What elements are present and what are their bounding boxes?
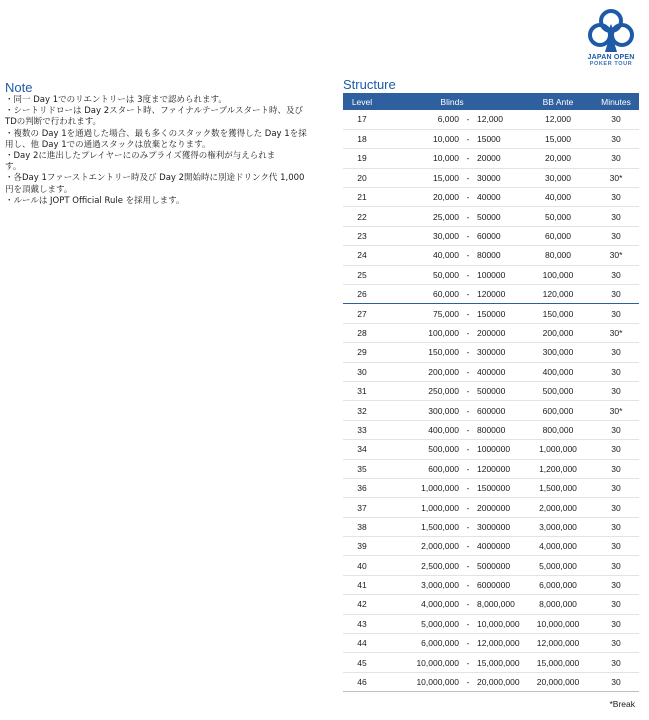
header-minutes: Minutes bbox=[601, 96, 631, 107]
cell-blinds bbox=[381, 401, 523, 420]
cell-level: 39 bbox=[357, 541, 367, 552]
blinds-pair bbox=[381, 425, 523, 435]
cell-blinds bbox=[381, 343, 523, 362]
blinds-pair bbox=[381, 406, 523, 416]
note-line: す。 bbox=[5, 162, 22, 173]
blind-separator: - bbox=[466, 114, 470, 125]
blind-separator: - bbox=[466, 366, 470, 377]
table-header-row bbox=[343, 93, 639, 110]
blinds-pair bbox=[381, 114, 523, 124]
table-row bbox=[343, 653, 639, 672]
small-blind: 50,000 bbox=[433, 269, 459, 280]
cell-level: 21 bbox=[357, 192, 367, 203]
cell-minutes: 30 bbox=[611, 347, 621, 358]
blinds-pair bbox=[381, 522, 523, 532]
small-blind: 40,000 bbox=[433, 250, 459, 261]
big-blind: 15,000,000 bbox=[477, 657, 520, 668]
cell-ante: 30,000 bbox=[545, 172, 571, 183]
cell-ante: 120,000 bbox=[542, 289, 574, 300]
cell-ante: 500,000 bbox=[542, 386, 574, 397]
cell-minutes: 30 bbox=[611, 231, 621, 242]
small-blind: 10,000,000 bbox=[416, 657, 459, 668]
big-blind: 15000 bbox=[477, 134, 501, 145]
structure-section bbox=[343, 77, 639, 692]
cell-minutes: 30 bbox=[611, 366, 621, 377]
cell-level: 30 bbox=[357, 366, 367, 377]
blind-separator: - bbox=[466, 502, 470, 513]
blinds-pair bbox=[381, 561, 523, 571]
logo-line1: JAPAN OPEN bbox=[587, 54, 635, 61]
small-blind: 6,000 bbox=[437, 114, 459, 125]
small-blind: 20,000 bbox=[433, 192, 459, 203]
big-blind: 150000 bbox=[477, 308, 506, 319]
cell-level: 25 bbox=[357, 269, 367, 280]
small-blind: 30,000 bbox=[433, 231, 459, 242]
cell-level: 19 bbox=[357, 153, 367, 164]
table-row bbox=[343, 129, 639, 148]
cell-ante: 1,500,000 bbox=[539, 483, 577, 494]
cell-minutes: 30 bbox=[611, 541, 621, 552]
cell-ante: 1,200,000 bbox=[539, 463, 577, 474]
big-blind: 120000 bbox=[477, 289, 506, 300]
small-blind: 5,000,000 bbox=[421, 618, 459, 629]
cell-ante: 5,000,000 bbox=[539, 560, 577, 571]
big-blind: 2000000 bbox=[477, 502, 511, 513]
cell-ante: 80,000 bbox=[545, 250, 571, 261]
cell-blinds bbox=[381, 575, 523, 594]
blind-separator: - bbox=[466, 134, 470, 145]
table-row bbox=[343, 634, 639, 653]
small-blind: 10,000 bbox=[433, 153, 459, 164]
table-row bbox=[343, 614, 639, 633]
small-blind: 600,000 bbox=[428, 463, 459, 474]
table-row bbox=[343, 207, 639, 226]
cell-ante: 10,000,000 bbox=[536, 618, 580, 629]
blinds-pair bbox=[381, 173, 523, 183]
small-blind: 25,000 bbox=[433, 211, 459, 222]
table-row bbox=[343, 498, 639, 517]
logo-line2: POKER TOUR bbox=[589, 61, 633, 67]
blinds-pair bbox=[381, 212, 523, 222]
cell-ante: 2,000,000 bbox=[539, 502, 577, 513]
cell-ante: 12,000 bbox=[545, 114, 571, 125]
cell-ante: 15,000,000 bbox=[536, 657, 580, 668]
blind-separator: - bbox=[466, 172, 470, 183]
big-blind: 400000 bbox=[477, 366, 506, 377]
cell-level: 24 bbox=[357, 250, 367, 261]
big-blind: 300000 bbox=[477, 347, 506, 358]
small-blind: 500,000 bbox=[428, 444, 459, 455]
cell-level: 41 bbox=[357, 580, 367, 591]
structure-title: Structure bbox=[343, 77, 396, 92]
club-suit-icon bbox=[586, 8, 636, 54]
blinds-pair bbox=[381, 250, 523, 260]
small-blind: 200,000 bbox=[428, 366, 459, 377]
cell-minutes: 30 bbox=[611, 599, 621, 610]
table-row bbox=[343, 168, 639, 187]
blind-separator: - bbox=[466, 483, 470, 494]
big-blind: 10,000,000 bbox=[477, 618, 520, 629]
note-line: TDの判断で行われます。 bbox=[5, 117, 102, 128]
cell-minutes: 30 bbox=[611, 657, 621, 668]
cell-blinds bbox=[381, 304, 523, 323]
cell-minutes: 30 bbox=[611, 386, 621, 397]
cell-level: 23 bbox=[357, 231, 367, 242]
blinds-pair bbox=[381, 289, 523, 299]
cell-ante: 4,000,000 bbox=[539, 541, 577, 552]
cell-blinds bbox=[381, 634, 523, 653]
cell-ante: 100,000 bbox=[542, 269, 574, 280]
cell-level: 40 bbox=[357, 560, 367, 571]
blind-separator: - bbox=[466, 463, 470, 474]
cell-blinds bbox=[381, 478, 523, 497]
table-row bbox=[343, 246, 639, 265]
small-blind: 2,000,000 bbox=[421, 541, 459, 552]
big-blind: 8,000,000 bbox=[477, 599, 515, 610]
table-row bbox=[343, 478, 639, 497]
small-blind: 60,000 bbox=[433, 289, 459, 300]
cell-minutes: 30 bbox=[611, 618, 621, 629]
table-row bbox=[343, 672, 639, 691]
table-row bbox=[343, 575, 639, 594]
cell-level: 35 bbox=[357, 463, 367, 474]
cell-blinds bbox=[381, 207, 523, 226]
cell-ante: 12,000,000 bbox=[536, 638, 580, 649]
header-blinds: Blinds bbox=[440, 96, 464, 107]
cell-level: 43 bbox=[357, 618, 367, 629]
small-blind: 150,000 bbox=[428, 347, 459, 358]
structure-table bbox=[343, 93, 639, 692]
cell-ante: 600,000 bbox=[542, 405, 574, 416]
cell-minutes: 30* bbox=[609, 327, 623, 338]
small-blind: 1,500,000 bbox=[421, 521, 459, 532]
cell-blinds bbox=[381, 362, 523, 381]
cell-level: 29 bbox=[357, 347, 367, 358]
note-title: Note bbox=[5, 80, 33, 95]
blinds-pair bbox=[381, 328, 523, 338]
blind-separator: - bbox=[466, 541, 470, 552]
cell-blinds bbox=[381, 381, 523, 400]
cell-blinds bbox=[381, 285, 523, 304]
cell-level: 33 bbox=[357, 424, 367, 435]
cell-minutes: 30 bbox=[611, 114, 621, 125]
table-row bbox=[343, 323, 639, 342]
cell-ante: 15,000 bbox=[545, 134, 571, 145]
cell-level: 20 bbox=[357, 172, 367, 183]
table-row bbox=[343, 304, 639, 323]
cell-ante: 300,000 bbox=[542, 347, 574, 358]
header-level: Level bbox=[351, 96, 373, 107]
cell-level: 31 bbox=[357, 386, 367, 397]
cell-blinds bbox=[381, 614, 523, 633]
cell-ante: 40,000 bbox=[545, 192, 571, 203]
cell-level: 45 bbox=[357, 657, 367, 668]
cell-level: 17 bbox=[357, 114, 367, 125]
cell-minutes: 30 bbox=[611, 638, 621, 649]
big-blind: 5000000 bbox=[477, 560, 511, 571]
blind-separator: - bbox=[466, 250, 470, 261]
small-blind: 1,000,000 bbox=[421, 502, 459, 513]
cell-blinds bbox=[381, 129, 523, 148]
blinds-pair bbox=[381, 444, 523, 454]
cell-minutes: 30 bbox=[611, 153, 621, 164]
cell-ante: 200,000 bbox=[542, 327, 574, 338]
cell-ante: 800,000 bbox=[542, 424, 574, 435]
note-line: 円を頂戴します。 bbox=[5, 184, 73, 195]
logo bbox=[580, 8, 642, 70]
table-row bbox=[343, 265, 639, 284]
cell-level: 46 bbox=[357, 677, 367, 688]
cell-blinds bbox=[381, 498, 523, 517]
cell-level: 42 bbox=[357, 599, 367, 610]
cell-blinds bbox=[381, 440, 523, 459]
blinds-pair bbox=[381, 134, 523, 144]
big-blind: 60000 bbox=[477, 231, 501, 242]
cell-blinds bbox=[381, 556, 523, 575]
cell-ante: 6,000,000 bbox=[539, 580, 577, 591]
small-blind: 15,000 bbox=[433, 172, 459, 183]
blinds-pair bbox=[381, 153, 523, 163]
cell-blinds bbox=[381, 537, 523, 556]
blind-separator: - bbox=[466, 153, 470, 164]
table-row bbox=[343, 110, 639, 129]
blinds-pair bbox=[381, 580, 523, 590]
small-blind: 250,000 bbox=[428, 386, 459, 397]
small-blind: 4,000,000 bbox=[421, 599, 459, 610]
blind-separator: - bbox=[466, 269, 470, 280]
cell-blinds bbox=[381, 265, 523, 284]
big-blind: 80000 bbox=[477, 250, 501, 261]
cell-minutes: 30 bbox=[611, 521, 621, 532]
table-row bbox=[343, 401, 639, 420]
cell-minutes: 30 bbox=[611, 560, 621, 571]
cell-blinds bbox=[381, 168, 523, 187]
blinds-pair bbox=[381, 638, 523, 648]
big-blind: 1500000 bbox=[477, 483, 511, 494]
break-note: *Break bbox=[609, 699, 635, 709]
table-row bbox=[343, 362, 639, 381]
big-blind: 6000000 bbox=[477, 580, 511, 591]
big-blind: 800000 bbox=[477, 424, 506, 435]
cell-minutes: 30 bbox=[611, 502, 621, 513]
cell-blinds bbox=[381, 459, 523, 478]
table-row bbox=[343, 556, 639, 575]
big-blind: 100000 bbox=[477, 269, 506, 280]
blind-separator: - bbox=[466, 677, 470, 688]
cell-blinds bbox=[381, 110, 523, 129]
header-ante: BB Ante bbox=[542, 96, 574, 107]
table-row bbox=[343, 459, 639, 478]
blind-separator: - bbox=[466, 560, 470, 571]
cell-minutes: 30 bbox=[611, 677, 621, 688]
blind-separator: - bbox=[466, 192, 470, 203]
cell-level: 22 bbox=[357, 211, 367, 222]
note-line: ・ルールは JOPT Official Rule を採用します。 bbox=[5, 195, 185, 206]
cell-ante: 20,000 bbox=[545, 153, 571, 164]
blind-separator: - bbox=[466, 580, 470, 591]
big-blind: 50000 bbox=[477, 211, 501, 222]
cell-blinds bbox=[381, 653, 523, 672]
cell-level: 18 bbox=[357, 134, 367, 145]
blind-separator: - bbox=[466, 405, 470, 416]
table-row bbox=[343, 285, 639, 304]
cell-ante: 50,000 bbox=[545, 211, 571, 222]
cell-level: 34 bbox=[357, 444, 367, 455]
note-section bbox=[5, 80, 335, 207]
table-row bbox=[343, 188, 639, 207]
table-row bbox=[343, 226, 639, 245]
note-line: ・同一 Day 1でのリエントリーは 3度まで認められます。 bbox=[5, 95, 227, 105]
cell-blinds bbox=[381, 323, 523, 342]
cell-ante: 8,000,000 bbox=[539, 599, 577, 610]
small-blind: 300,000 bbox=[428, 405, 459, 416]
cell-minutes: 30 bbox=[611, 463, 621, 474]
cell-level: 36 bbox=[357, 483, 367, 494]
small-blind: 3,000,000 bbox=[421, 580, 459, 591]
cell-level: 37 bbox=[357, 502, 367, 513]
blind-separator: - bbox=[466, 347, 470, 358]
big-blind: 4000000 bbox=[477, 541, 511, 552]
cell-minutes: 30 bbox=[611, 269, 621, 280]
table-row bbox=[343, 420, 639, 439]
blind-separator: - bbox=[466, 444, 470, 455]
big-blind: 500000 bbox=[477, 386, 506, 397]
cell-minutes: 30 bbox=[611, 444, 621, 455]
blind-separator: - bbox=[466, 308, 470, 319]
big-blind: 1200000 bbox=[477, 463, 511, 474]
blinds-pair bbox=[381, 270, 523, 280]
small-blind: 1,000,000 bbox=[421, 483, 459, 494]
cell-minutes: 30 bbox=[611, 192, 621, 203]
cell-level: 44 bbox=[357, 638, 367, 649]
cell-blinds bbox=[381, 672, 523, 691]
table-row bbox=[343, 537, 639, 556]
note-line: ・各Day 1ファーストエントリー時及び Day 2開始時に別途ドリンク代 1,000 bbox=[5, 173, 305, 184]
table-row bbox=[343, 595, 639, 614]
blinds-pair bbox=[381, 658, 523, 668]
cell-minutes: 30* bbox=[609, 250, 623, 261]
cell-ante: 3,000,000 bbox=[539, 521, 577, 532]
blind-separator: - bbox=[466, 638, 470, 649]
blinds-pair bbox=[381, 483, 523, 493]
blinds-pair bbox=[381, 503, 523, 513]
blind-separator: - bbox=[466, 599, 470, 610]
blind-separator: - bbox=[466, 386, 470, 397]
blinds-pair bbox=[381, 541, 523, 551]
small-blind: 75,000 bbox=[433, 308, 459, 319]
cell-ante: 60,000 bbox=[545, 231, 571, 242]
blinds-pair bbox=[381, 192, 523, 202]
blind-separator: - bbox=[466, 289, 470, 300]
cell-level: 26 bbox=[357, 289, 367, 300]
blinds-pair bbox=[381, 599, 523, 609]
cell-minutes: 30 bbox=[611, 211, 621, 222]
blinds-pair bbox=[381, 231, 523, 241]
cell-minutes: 30* bbox=[609, 405, 623, 416]
table-row bbox=[343, 440, 639, 459]
small-blind: 100,000 bbox=[428, 327, 459, 338]
blind-separator: - bbox=[466, 521, 470, 532]
small-blind: 400,000 bbox=[428, 424, 459, 435]
cell-minutes: 30 bbox=[611, 483, 621, 494]
big-blind: 600000 bbox=[477, 405, 506, 416]
big-blind: 20,000,000 bbox=[477, 677, 520, 688]
table-row bbox=[343, 381, 639, 400]
blinds-pair bbox=[381, 347, 523, 357]
blind-separator: - bbox=[466, 327, 470, 338]
blind-separator: - bbox=[466, 618, 470, 629]
cell-level: 38 bbox=[357, 521, 367, 532]
blinds-pair bbox=[381, 677, 523, 687]
blinds-pair bbox=[381, 386, 523, 396]
cell-minutes: 30 bbox=[611, 289, 621, 300]
cell-blinds bbox=[381, 188, 523, 207]
big-blind: 12,000 bbox=[477, 114, 503, 125]
cell-ante: 400,000 bbox=[542, 366, 574, 377]
note-line: 用し、他 Day 1での通過スタックは放棄となります。 bbox=[5, 139, 211, 150]
big-blind: 20000 bbox=[477, 153, 501, 164]
table-body bbox=[343, 110, 639, 692]
cell-minutes: 30 bbox=[611, 308, 621, 319]
cell-blinds bbox=[381, 595, 523, 614]
cell-ante: 1,000,000 bbox=[539, 444, 577, 455]
blind-separator: - bbox=[466, 424, 470, 435]
cell-ante: 20,000,000 bbox=[536, 677, 580, 688]
blinds-pair bbox=[381, 367, 523, 377]
blind-separator: - bbox=[466, 211, 470, 222]
small-blind: 6,000,000 bbox=[421, 638, 459, 649]
big-blind: 30000 bbox=[477, 172, 501, 183]
blind-separator: - bbox=[466, 231, 470, 242]
cell-level: 28 bbox=[357, 327, 367, 338]
blinds-pair bbox=[381, 464, 523, 474]
big-blind: 3000000 bbox=[477, 521, 511, 532]
note-lines bbox=[5, 95, 335, 207]
cell-minutes: 30 bbox=[611, 424, 621, 435]
small-blind: 2,500,000 bbox=[421, 560, 459, 571]
cell-ante: 150,000 bbox=[542, 308, 574, 319]
blinds-pair bbox=[381, 309, 523, 319]
cell-level: 32 bbox=[357, 405, 367, 416]
cell-blinds bbox=[381, 517, 523, 536]
table-row bbox=[343, 517, 639, 536]
cell-blinds bbox=[381, 420, 523, 439]
cell-blinds bbox=[381, 246, 523, 265]
cell-minutes: 30* bbox=[609, 172, 623, 183]
cell-minutes: 30 bbox=[611, 580, 621, 591]
big-blind: 200000 bbox=[477, 327, 506, 338]
big-blind: 12,000,000 bbox=[477, 638, 520, 649]
note-line: ・シートリドローは Day 2スタート時、ファイナルテーブルスタート時、及び bbox=[5, 106, 303, 117]
blinds-pair bbox=[381, 619, 523, 629]
cell-blinds bbox=[381, 226, 523, 245]
big-blind: 1000000 bbox=[477, 444, 511, 455]
blind-separator: - bbox=[466, 657, 470, 668]
note-line: ・複数の Day 1を通過した場合、最も多くのスタック数を獲得した Day 1を採 bbox=[5, 128, 307, 139]
small-blind: 10,000,000 bbox=[416, 677, 459, 688]
cell-minutes: 30 bbox=[611, 134, 621, 145]
small-blind: 10,000 bbox=[433, 134, 459, 145]
cell-blinds bbox=[381, 149, 523, 168]
cell-level: 27 bbox=[357, 308, 367, 319]
table-row bbox=[343, 149, 639, 168]
note-line: ・Day 2に進出したプレイヤーにのみプライズ獲得の権利が与えられま bbox=[5, 151, 276, 162]
big-blind: 40000 bbox=[477, 192, 501, 203]
table-row bbox=[343, 343, 639, 362]
